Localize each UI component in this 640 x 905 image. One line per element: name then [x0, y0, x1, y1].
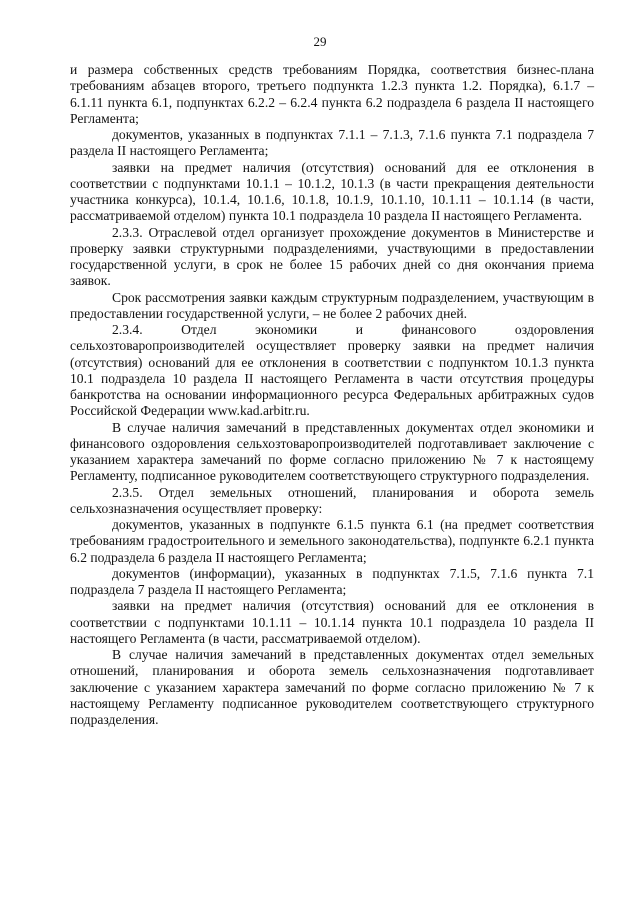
paragraph-continuation: и размера собственных средств требованиям Порядка, соответствия бизнес-плана требованиям абзацев второго, третьего подпункта 1.2.3 пункта 1.2. Порядка), 6.1.7 – 6.1.11 пункта 6.1, подпунктах 6.2.2 – 6.2.4 пункта 6.2 подраздела 6 раздела II настоящего Регламента; [70, 62, 594, 126]
document-body [70, 62, 594, 728]
page-number: 29 [313, 34, 327, 49]
paragraph-documents-6-1-5: документов, указанных в подпункте 6.1.5 пункта 6.1 (на предмет соответствия требованиям градостроительного и земельного законодательства), подпункте 6.2.1 пункта 6.2 подраздела 6 раздела II настоящего Регламента; [70, 517, 594, 565]
paragraph-application-10-1-11: заявки на предмет наличия (отсутствия) оснований для ее отклонения в соответствии с подпунктами 10.1.11 – 10.1.14 пункта 10.1 подраздела 10 раздела II настоящего Регламента (в части, рассматриваемой отделом). [70, 598, 594, 646]
paragraph-2-3-5: 2.3.5. Отдел земельных отношений, планирования и оборота земель сельхозназначения осуществляет проверку: [70, 484, 594, 516]
paragraph-land-remarks: В случае наличия замечаний в представленных документах отдел земельных отношений, планирования и оборота земель сельхозназначения подготавливает заключение с указанием характера замечаний по форме согласно приложению № 7 к настоящему Регламенту подписанное руководителем соответствующего структурного подразделения. [70, 647, 594, 727]
paragraph-documents-7-1-5: документов (информации), указанных в подпунктах 7.1.5, 7.1.6 пункта 7.1 подраздела 7 раздела II настоящего Регламента; [70, 565, 594, 597]
paragraph-application-check: заявки на предмет наличия (отсутствия) оснований для ее отклонения в соответствии с подпунктами 10.1.1 – 10.1.2, 10.1.3 (в части прекращения деятельности участника конкурса), 10.1.4, 10.1.6, 10.1.8, 10.1.9, 10.1.10, 10.1.11 – 10.1.14 (в части, рассматриваемой отделом) пункта 10.1 подраздела 10 раздела II настоящего Регламента. [70, 159, 594, 224]
paragraph-documents-7-1: документов, указанных в подпунктах 7.1.1 – 7.1.3, 7.1.6 пункта 7.1 подраздела 7 раздела II настоящего Регламента; [70, 127, 594, 159]
paragraph-review-period: Срок рассмотрения заявки каждым структурным подразделением, участвующим в предоставлении государственной услуги, – не более 2 рабочих дней. [70, 289, 594, 321]
paragraph-2-3-4: 2.3.4. Отдел экономики и финансового оздоровления сельхозтоваропроизводителей осуществляет проверку заявки на предмет наличия (отсутствия) оснований для ее отклонения в соответствии с подпунктом 10.1.3 пункта 10.1 подраздела 10 раздела II настоящего Регламента в части отсутствия процедуры банкротства на основании информационного ресурса Федеральных арбитражных судов Российской Федерации www.kad.arbitr.ru. [70, 322, 594, 419]
paragraph-2-3-3: 2.3.3. Отраслевой отдел организует прохождение документов в Министерстве и проверку заявки структурными подразделениями, участвующими в предоставлении государственной услуги, в срок не более 15 рабочих дней со дня окончания приема заявок. [70, 224, 594, 289]
paragraph-economics-remarks: В случае наличия замечаний в представленных документах отдел экономики и финансового оздоровления сельхозтоваропроизводителей подготавливает заключение с указанием характера замечаний по форме согласно приложению № 7 к настоящему Регламенту, подписанное руководителем соответствующего структурного подразделения. [70, 419, 594, 484]
